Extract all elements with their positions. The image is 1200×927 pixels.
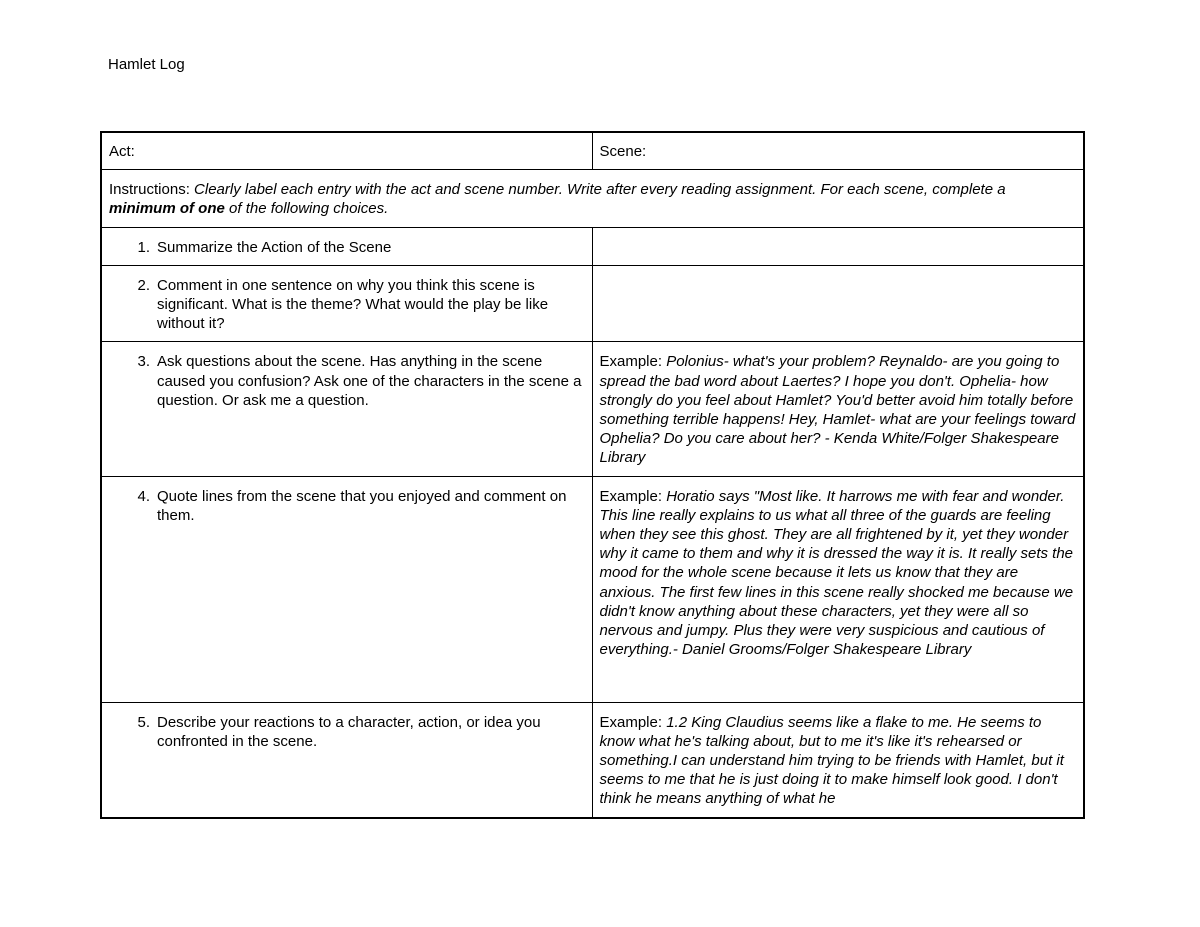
instructions-text-end: of the following choices. (224, 200, 389, 218)
scene-cell[interactable] (592, 132, 1084, 170)
scene-label: Scene: (599, 143, 647, 160)
choice-example-cell[interactable] (592, 702, 1084, 818)
example-text: 1.2 King Claudius seems like a flake to me. He seems to know what he's talking about, but to me it's like it's rehearsed or something.I can understand him trying to be friends with Hamlet, but it seems to me that he is just doing it to make himself look good. I don't think he means anything of what he (599, 713, 1064, 808)
choice-row (101, 476, 1084, 702)
choice-text: Quote lines from the scene that you enjoyed and comment on them. (157, 487, 567, 524)
choice-response-cell[interactable] (592, 265, 1084, 342)
choice-prompt-cell (101, 265, 592, 342)
choice-number: 4. (137, 487, 150, 505)
choice-prompt-cell (101, 702, 592, 818)
act-cell[interactable] (101, 132, 592, 170)
choice-text: Summarize the Action of the Scene (157, 238, 392, 256)
choice-prompt-cell (101, 227, 592, 265)
choice-number: 3. (137, 353, 150, 371)
choice-row (101, 342, 1084, 476)
choice-number: 5. (137, 713, 150, 731)
example-text: Polonius- what's your problem? Reynaldo- are you going to spread the bad word about Laertes? I hope you don't. Ophelia- how strongly do you feel about Hamlet? You'd better avoid him totally before something terrible happens! Hey, Hamlet- what are your feelings toward Ophelia? Do you care about her? - Kenda White/Folger Shakespeare Library (599, 353, 1076, 467)
choice-text: Ask questions about the scene. Has anything in the scene caused you confusion? Ask one of the characters in the scene a question. Or ask me a question. (157, 353, 582, 409)
choice-example-cell[interactable] (592, 476, 1084, 702)
choice-prompt-cell (101, 476, 592, 702)
choice-number: 1. (137, 238, 150, 256)
instructions-emphasis: minimum of one (109, 200, 225, 218)
choice-response-cell[interactable] (592, 227, 1084, 265)
example-label: Example: (599, 353, 667, 371)
instructions-cell (101, 170, 1084, 227)
choice-text: Comment in one sentence on why you think this scene is significant. What is the theme? What would the play be like without it? (157, 276, 549, 333)
choice-row (101, 227, 1084, 265)
act-label: Act: (109, 143, 135, 160)
choice-example-cell[interactable] (592, 342, 1084, 476)
example-label: Example: (599, 487, 667, 505)
instructions-text: Clearly label each entry with the act and scene number. Write after every reading assignment. For each scene, complete a (194, 181, 1006, 199)
choice-row (101, 702, 1084, 818)
header-row (101, 132, 1084, 170)
hamlet-log-table (100, 131, 1085, 819)
instructions-prefix: Instructions: (109, 181, 195, 199)
instructions-row (101, 170, 1084, 227)
choice-number: 2. (137, 276, 150, 294)
document-title: Hamlet Log (108, 56, 185, 73)
example-text: Horatio says "Most like. It harrows me with fear and wonder. This line really explains to us what all three of the guards are feeling when they see this ghost. They are all frightened by it, yet they wonder why it came to them and why it is dressed the way it is. It really sets the mood for the whole scene because it lets us know that they are anxious. The first few lines in this scene really shocked me because we didn't know anything about these characters, yet they were all so nervous and jumpy. Plus they were very suspicious and cautious of everything.- Daniel Grooms/Folger Shakespeare Library (599, 487, 1074, 659)
choice-prompt-cell (101, 342, 592, 476)
choice-row (101, 265, 1084, 342)
choice-text: Describe your reactions to a character, action, or idea you confronted in the scene. (157, 713, 541, 750)
example-label: Example: (599, 713, 667, 731)
